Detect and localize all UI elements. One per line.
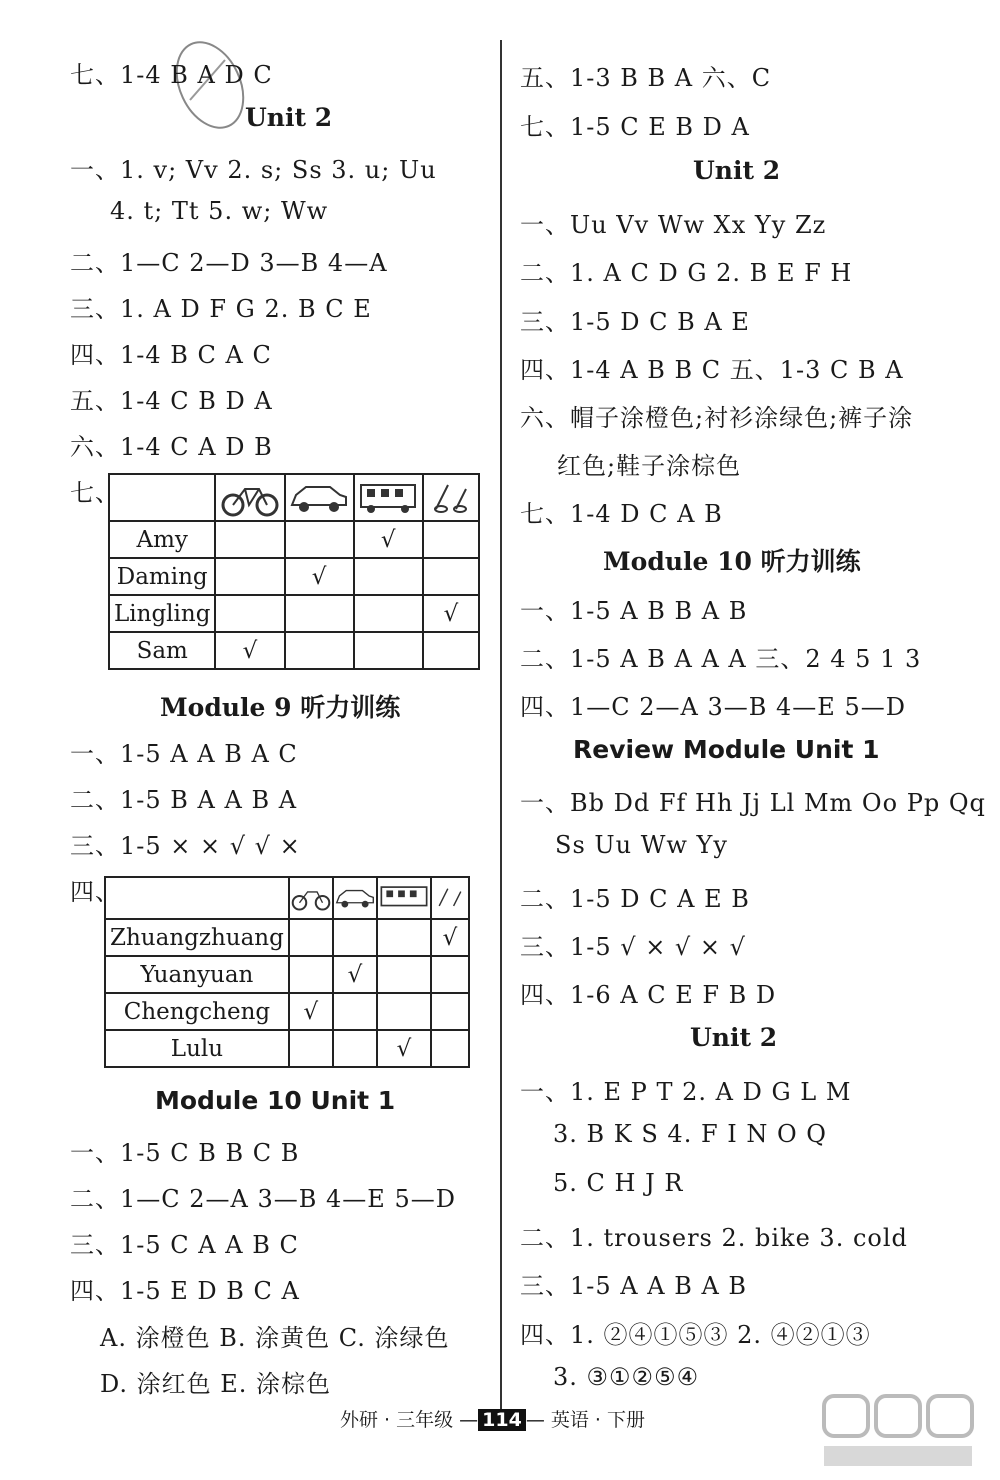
check-cell: √	[215, 632, 284, 669]
check-cell	[285, 595, 354, 632]
bus-icon	[354, 474, 423, 521]
kite-icon	[431, 877, 469, 919]
handwritten-stamp	[165, 30, 255, 160]
check-cell	[285, 632, 354, 669]
bicycle-icon	[215, 474, 284, 521]
check-cell	[423, 558, 479, 595]
check-cell	[423, 632, 479, 669]
check-cell	[215, 521, 284, 558]
answer-line: A. 涂橙色 B. 涂黄色 C. 涂绿色	[100, 1324, 450, 1352]
check-cell: √	[333, 956, 377, 993]
answer-line: 三、1-5 C A A B C	[70, 1231, 299, 1259]
answer-line: 三、1-5 D C B A E	[520, 308, 750, 336]
answer-line: D. 涂红色 E. 涂棕色	[100, 1370, 332, 1398]
check-cell: √	[354, 521, 423, 558]
answer-line: 二、1. trousers 2. bike 3. cold	[520, 1224, 908, 1252]
check-cell	[354, 632, 423, 669]
watermark-logo	[820, 1392, 980, 1472]
check-cell	[333, 993, 377, 1030]
check-cell	[431, 1030, 469, 1067]
check-cell	[377, 919, 431, 956]
answer-table-1	[108, 473, 480, 670]
table-label: 四、	[70, 878, 120, 906]
answer-line: 四、1-4 B C A C	[70, 341, 272, 369]
section-heading: Unit 2	[245, 103, 333, 132]
check-cell	[377, 956, 431, 993]
bus-icon	[377, 877, 431, 919]
check-cell	[354, 558, 423, 595]
answer-table-2	[104, 876, 470, 1068]
table-label: 七、	[70, 479, 120, 507]
check-cell	[289, 919, 333, 956]
answer-line: 红色;鞋子涂棕色	[557, 452, 742, 480]
answer-line: 二、1—C 2—D 3—B 4—A	[70, 249, 388, 277]
section-heading: Module 9 听力训练	[160, 693, 401, 722]
answer-line: 二、1-5 B A A B A	[70, 786, 298, 814]
answer-line: 3. ③①②⑤④	[553, 1363, 700, 1391]
section-heading: Review Module Unit 1	[573, 735, 880, 764]
answer-line: 一、1-5 A A B A C	[70, 740, 298, 768]
answer-line: Ss Uu Ww Yy	[555, 831, 728, 859]
answer-line: 一、1. E P T 2. A D G L M	[520, 1078, 852, 1106]
check-cell: √	[285, 558, 354, 595]
column-divider	[500, 40, 502, 1410]
answer-line: 三、1-5 A A B A B	[520, 1272, 748, 1300]
section-heading: Unit 2	[693, 156, 781, 185]
check-cell: √	[423, 595, 479, 632]
answer-line: 一、1-5 C B B C B	[70, 1139, 300, 1167]
answer-line: 四、1-4 A B B C 五、1-3 C B A	[520, 356, 904, 384]
answer-line: 七、1-4 B A D C	[70, 61, 273, 89]
page-footer	[340, 1405, 645, 1432]
check-cell	[431, 993, 469, 1030]
student-name: Lingling	[109, 595, 215, 632]
check-cell	[285, 521, 354, 558]
section-heading: Module 10 Unit 1	[155, 1086, 396, 1115]
footer-right: — 英语 · 下册	[525, 1409, 646, 1431]
answer-line: 一、1-5 A B B A B	[520, 597, 748, 625]
answer-line: 4. t; Tt 5. w; Ww	[110, 197, 329, 225]
check-cell	[423, 521, 479, 558]
answer-line: 七、1-5 C E B D A	[520, 113, 750, 141]
answer-line: 3. B K S 4. F I N O Q	[553, 1120, 827, 1148]
answer-line: 五、1-3 B B A 六、C	[520, 64, 772, 92]
check-cell	[289, 956, 333, 993]
student-name: Yuanyuan	[105, 956, 289, 993]
answer-line: 三、1. A D F G 2. B C E	[70, 295, 372, 323]
bicycle-icon	[289, 877, 333, 919]
check-cell	[215, 558, 284, 595]
answer-line: 七、1-4 D C A B	[520, 500, 723, 528]
answer-line: 四、1—C 2—A 3—B 4—E 5—D	[520, 693, 906, 721]
student-name: Sam	[109, 632, 215, 669]
answer-line: 五、1-4 C B D A	[70, 387, 273, 415]
car-icon	[285, 474, 354, 521]
car-icon	[333, 877, 377, 919]
answer-line: 三、1-5 √ × √ × √	[520, 933, 746, 961]
answer-line: 四、1-6 A C E F B D	[520, 981, 777, 1009]
student-name: Amy	[109, 521, 215, 558]
answer-line: 六、1-4 C A D B	[70, 433, 273, 461]
check-cell	[215, 595, 284, 632]
answer-line: 5. C H J R	[553, 1169, 684, 1197]
check-cell	[431, 956, 469, 993]
answer-line: 二、1-5 D C A E B	[520, 885, 750, 913]
check-cell	[333, 1030, 377, 1067]
check-cell	[354, 595, 423, 632]
header-cell	[105, 877, 289, 919]
answer-line: 一、Bb Dd Ff Hh Jj Ll Mm Oo Pp Qq	[520, 789, 986, 817]
section-heading: Module 10 听力训练	[603, 547, 861, 576]
answer-line: 二、1-5 A B A A A 三、2 4 5 1 3	[520, 645, 922, 673]
answer-line: 四、1. ②④①⑤③ 2. ④②①③	[520, 1321, 871, 1349]
kite-icon	[423, 474, 479, 521]
student-name: Chengcheng	[105, 993, 289, 1030]
check-cell: √	[431, 919, 469, 956]
header-cell	[109, 474, 215, 521]
answer-line: 一、1. v; Vv 2. s; Ss 3. u; Uu	[70, 156, 437, 184]
section-heading: Unit 2	[690, 1023, 778, 1052]
answer-line: 二、1. A C D G 2. B E F H	[520, 259, 853, 287]
student-name: Zhuangzhuang	[105, 919, 289, 956]
footer-left: 外研 · 三年级 —	[340, 1409, 479, 1431]
student-name: Lulu	[105, 1030, 289, 1067]
answer-line: 二、1—C 2—A 3—B 4—E 5—D	[70, 1185, 456, 1213]
answer-line: 四、1-5 E D B C A	[70, 1277, 300, 1305]
answer-line: 六、帽子涂橙色;衬衫涂绿色;裤子涂	[520, 404, 914, 432]
check-cell	[377, 993, 431, 1030]
answer-line: 一、Uu Vv Ww Xx Yy Zz	[520, 211, 827, 239]
check-cell	[333, 919, 377, 956]
check-cell: √	[377, 1030, 431, 1067]
check-cell	[289, 1030, 333, 1067]
page-number: 114	[478, 1409, 526, 1431]
check-cell: √	[289, 993, 333, 1030]
student-name: Daming	[109, 558, 215, 595]
answer-line: 三、1-5 × × √ √ ×	[70, 832, 301, 860]
